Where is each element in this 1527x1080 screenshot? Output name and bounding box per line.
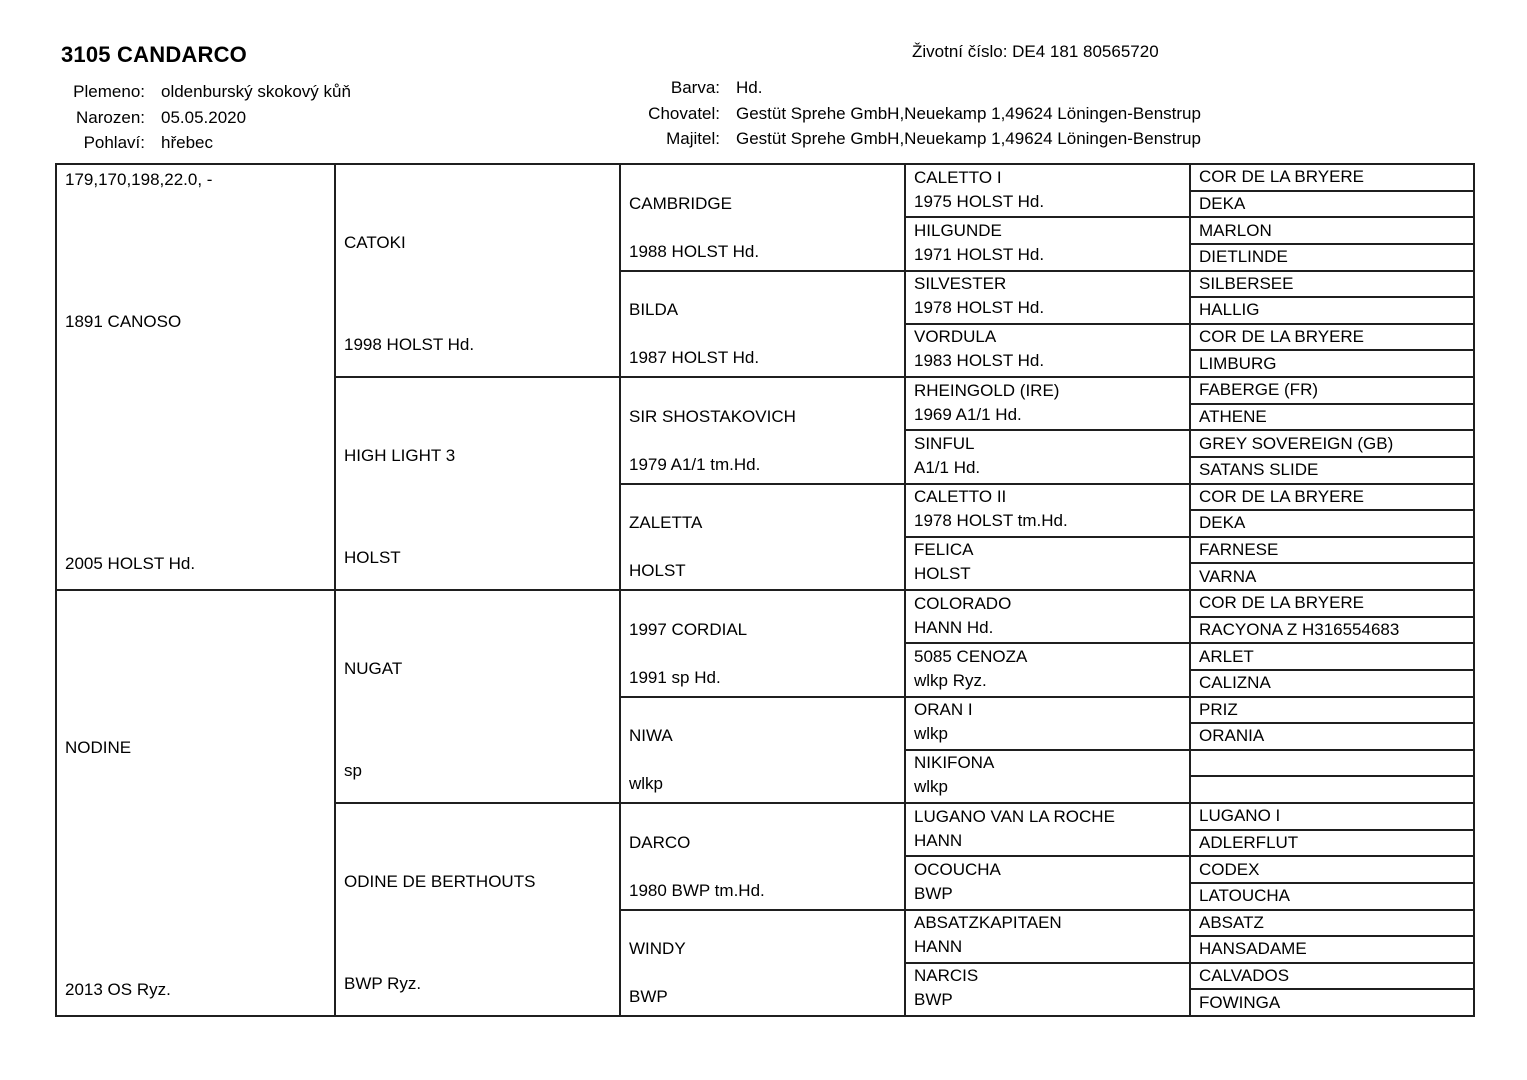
horse-name: VARNA <box>1199 566 1257 586</box>
pedigree-cell-gen4-7 <box>905 537 1190 590</box>
pedigree-cell-gen4-5 <box>905 430 1190 483</box>
horse-name: ORAN I <box>914 700 973 720</box>
horse-info: BWP Ryz. <box>344 974 422 993</box>
horse-name: NUGAT <box>344 659 403 679</box>
pedigree-cell-gen4-1 <box>905 217 1190 270</box>
horse-name: COLORADO <box>914 593 1012 613</box>
life-number: Životní číslo: DE4 181 80565720 <box>912 42 1159 61</box>
horse-info: 1975 HOLST Hd. <box>914 191 1045 211</box>
horse-info: BWP <box>914 883 953 903</box>
horse-info: 1978 HOLST Hd. <box>914 298 1045 318</box>
pedigree-cell-gen4-0 <box>905 164 1190 217</box>
horse-name: DIETLINDE <box>1199 247 1288 267</box>
pedigree-cell-gen4-2 <box>905 271 1190 324</box>
pedigree-cell-gen5-2 <box>1190 217 1474 244</box>
pedigree-cell-gen4-9 <box>905 643 1190 696</box>
horse-name: SATANS SLIDE <box>1199 460 1319 480</box>
horse-name: CODEX <box>1199 859 1260 879</box>
horse-info: 1979 A1/1 tm.Hd. <box>629 454 761 474</box>
horse-name: DEKA <box>1199 513 1246 533</box>
horse-name: SILBERSEE <box>1199 273 1294 293</box>
horse-name: NODINE <box>65 737 132 757</box>
horse-name: COR DE LA BRYERE <box>1199 167 1365 187</box>
pedigree-cell-gen4-14 <box>905 910 1190 963</box>
pedigree-table <box>55 163 1475 1017</box>
info-row-owner <box>630 126 1201 152</box>
breed-value: oldenburský skokový kůň <box>161 82 351 101</box>
horse-name: ARLET <box>1199 646 1254 666</box>
pedigree-cell-gen5-30 <box>1190 963 1474 990</box>
pedigree-cell-gen5-19 <box>1190 670 1474 697</box>
sex-label: Pohlaví: <box>83 133 145 152</box>
horse-name: HALLIG <box>1199 300 1260 320</box>
breed-label: Plemeno: <box>73 82 145 101</box>
horse-name: ZALETTA <box>629 513 703 533</box>
pedigree-cell-gen5-31 <box>1190 989 1474 1016</box>
horse-name: SILVESTER <box>914 274 1007 294</box>
horse-name: GREY SOVEREIGN (GB) <box>1199 433 1394 453</box>
horse-name: FELICA <box>914 540 974 560</box>
pedigree-cell-sire <box>56 164 335 590</box>
horse-name: NARCIS <box>914 966 979 986</box>
pedigree-cell-gen3-0 <box>620 164 905 271</box>
pedigree-cell-gen3-7 <box>620 910 905 1017</box>
horse-name: FARNESE <box>1199 540 1279 560</box>
horse-info-right <box>630 75 1201 152</box>
horse-info: 1969 A1/1 Hd. <box>914 404 1022 424</box>
sex-value: hřebec <box>161 133 213 152</box>
owner-label: Majitel: <box>666 129 720 148</box>
pedigree-cell-gen3-2 <box>620 377 905 484</box>
horse-name: ORANIA <box>1199 726 1265 746</box>
pedigree-cell-gen5-22 <box>1190 750 1474 777</box>
color-value: Hd. <box>736 78 763 97</box>
horse-name: VORDULA <box>914 327 997 347</box>
horse-info: HOLST <box>914 564 971 584</box>
pedigree-cell-gen3-5 <box>620 697 905 804</box>
pedigree-cell-gen5-1 <box>1190 191 1474 218</box>
horse-name: 5085 CENOZA <box>914 646 1028 666</box>
horse-name: NIKIFONA <box>914 753 995 773</box>
color-label: Barva: <box>670 78 720 97</box>
breeder-label: Chovatel: <box>648 103 720 123</box>
info-row-breed <box>60 79 351 105</box>
born-label: Narozen: <box>76 107 145 127</box>
pedigree-cell-gen4-13 <box>905 856 1190 909</box>
horse-name: LIMBURG <box>1199 353 1277 373</box>
horse-name: PRIZ <box>1199 699 1238 719</box>
horse-name: CALVADOS <box>1199 966 1290 986</box>
horse-name: HILGUNDE <box>914 220 1002 240</box>
horse-info-left <box>60 79 351 156</box>
info-row-color <box>630 75 1201 101</box>
horse-name: CATOKI <box>344 233 406 253</box>
horse-name: CALETTO II <box>914 487 1007 507</box>
horse-info: HANN <box>914 937 963 957</box>
horse-name: COR DE LA BRYERE <box>1199 486 1365 506</box>
pedigree-cell-gen4-3 <box>905 324 1190 377</box>
horse-name: ATHENE <box>1199 406 1267 426</box>
pedigree-cell-gen5-10 <box>1190 430 1474 457</box>
horse-name: DEKA <box>1199 193 1246 213</box>
pedigree-cell-gen5-14 <box>1190 537 1474 564</box>
pedigree-cell-gen5-7 <box>1190 350 1474 377</box>
horse-info: 2013 OS Ryz. <box>65 980 171 999</box>
horse-name: CALETTO I <box>914 167 1002 187</box>
horse-info: wlkp Ryz. <box>914 670 987 690</box>
pedigree-cell-gen5-0 <box>1190 164 1474 191</box>
pedigree-cell-gen3-6 <box>620 803 905 910</box>
horse-info: HANN <box>914 830 963 850</box>
horse-name: SIR SHOSTAKOVICH <box>629 406 796 426</box>
breeder-value: Gestüt Sprehe GmbH,Neuekamp 1,49624 Löningen-Benstrup <box>736 103 1201 123</box>
pedigree-cell-gen3-4 <box>620 590 905 697</box>
horse-name: ABSATZKAPITAEN <box>914 913 1062 933</box>
pedigree-cell-gen5-11 <box>1190 457 1474 484</box>
pedigree-cell-gen5-9 <box>1190 404 1474 431</box>
horse-info: 1987 HOLST Hd. <box>629 348 760 367</box>
horse-name: ADLERFLUT <box>1199 832 1299 852</box>
owner-value: Gestüt Sprehe GmbH,Neuekamp 1,49624 Löningen-Benstrup <box>736 129 1201 148</box>
horse-name: RACYONA Z H316554683 <box>1199 619 1400 639</box>
pedigree-cell-gen5-24 <box>1190 803 1474 830</box>
horse-name: LUGANO I <box>1199 806 1281 826</box>
horse-info: HOLST <box>344 548 401 567</box>
horse-name: OCOUCHA <box>914 859 1001 879</box>
pedigree-cell-gen5-4 <box>1190 271 1474 298</box>
horse-info: HANN Hd. <box>914 617 994 637</box>
pedigree-cell-gen4-8 <box>905 590 1190 643</box>
pedigree-cell-gen4-12 <box>905 803 1190 856</box>
horse-name: CAMBRIDGE <box>629 193 732 213</box>
pedigree-cell-gen5-16 <box>1190 590 1474 617</box>
pedigree-cell-gen3-1 <box>620 271 905 378</box>
horse-name: CALIZNA <box>1199 673 1271 693</box>
horse-name: NIWA <box>629 726 673 746</box>
horse-name: COR DE LA BRYERE <box>1199 327 1365 347</box>
pedigree-cell-gen5-12 <box>1190 484 1474 511</box>
horse-name: 1891 CANOSO <box>65 311 182 331</box>
pedigree-cell-gen5-27 <box>1190 883 1474 910</box>
pedigree-cell-gen3-3 <box>620 484 905 591</box>
horse-name: LUGANO VAN LA ROCHE <box>914 806 1115 826</box>
horse-info: 1988 HOLST Hd. <box>629 241 760 261</box>
pedigree-cell-gen5-6 <box>1190 324 1474 351</box>
pedigree-cell-gen5-20 <box>1190 697 1474 724</box>
pedigree-cell-gen4-10 <box>905 697 1190 750</box>
pedigree-cell-gen5-13 <box>1190 510 1474 537</box>
pedigree-cell-gen5-18 <box>1190 643 1474 670</box>
horse-info: A1/1 Hd. <box>914 457 981 477</box>
pedigree-cell-gen5-28 <box>1190 910 1474 937</box>
horse-name: FOWINGA <box>1199 992 1281 1012</box>
pedigree-cell-gen4-15 <box>905 963 1190 1016</box>
pedigree-cell-gen2-2 <box>335 590 620 803</box>
pedigree-cell-gen2-0 <box>335 164 620 377</box>
sire-measurements: 179,170,198,22.0, - <box>65 170 213 189</box>
pedigree-cell-gen5-26 <box>1190 856 1474 883</box>
horse-info: 1978 HOLST tm.Hd. <box>914 511 1068 531</box>
horse-name: DARCO <box>629 832 691 852</box>
pedigree-cell-dam <box>56 590 335 1016</box>
horse-info: 1980 BWP tm.Hd. <box>629 880 765 900</box>
pedigree-cell-gen5-21 <box>1190 723 1474 750</box>
horse-name: BILDA <box>629 300 679 320</box>
pedigree-cell-gen5-8 <box>1190 377 1474 404</box>
info-row-sex <box>60 130 351 156</box>
horse-info: wlkp <box>914 724 949 744</box>
pedigree-cell-gen2-3 <box>335 803 620 1016</box>
horse-name: MARLON <box>1199 220 1272 240</box>
horse-name: WINDY <box>629 939 686 959</box>
pedigree-cell-gen2-1 <box>335 377 620 590</box>
horse-name: RHEINGOLD (IRE) <box>914 380 1060 400</box>
horse-info: BWP <box>629 987 668 1006</box>
horse-name: HIGH LIGHT 3 <box>344 446 456 466</box>
horse-info: 2005 HOLST Hd. <box>65 554 196 573</box>
pedigree-cell-gen5-3 <box>1190 244 1474 271</box>
horse-name: LATOUCHA <box>1199 886 1291 906</box>
info-row-born <box>60 105 351 131</box>
pedigree-cell-gen5-15 <box>1190 563 1474 590</box>
pedigree-cell-gen5-17 <box>1190 617 1474 644</box>
horse-info: 1991 sp Hd. <box>629 667 721 687</box>
horse-name: SINFUL <box>914 433 975 453</box>
horse-name: 1997 CORDIAL <box>629 619 748 639</box>
horse-name: COR DE LA BRYERE <box>1199 593 1365 613</box>
pedigree-cell-gen4-6 <box>905 484 1190 537</box>
horse-info: 1971 HOLST Hd. <box>914 244 1045 264</box>
horse-info: 1998 HOLST Hd. <box>344 335 475 354</box>
info-row-breeder <box>630 101 1201 127</box>
horse-name: HANSADAME <box>1199 939 1307 959</box>
pedigree-cell-gen5-29 <box>1190 936 1474 963</box>
horse-info: 1983 HOLST Hd. <box>914 351 1045 371</box>
horse-name: ABSATZ <box>1199 912 1264 932</box>
horse-info: BWP <box>914 990 953 1010</box>
horse-info: wlkp <box>629 774 664 793</box>
pedigree-cell-gen4-11 <box>905 750 1190 803</box>
pedigree-cell-gen5-25 <box>1190 830 1474 857</box>
pedigree-cell-gen5-23 <box>1190 776 1474 803</box>
horse-info: sp <box>344 761 362 780</box>
page-title: 3105 CANDARCO <box>61 42 247 67</box>
horse-info: wlkp <box>914 777 949 797</box>
born-value: 05.05.2020 <box>161 107 247 127</box>
horse-name: FABERGE (FR) <box>1199 380 1319 400</box>
horse-name: ODINE DE BERTHOUTS <box>344 872 536 892</box>
pedigree-cell-gen5-5 <box>1190 297 1474 324</box>
horse-info: HOLST <box>629 561 686 580</box>
pedigree-cell-gen4-4 <box>905 377 1190 430</box>
